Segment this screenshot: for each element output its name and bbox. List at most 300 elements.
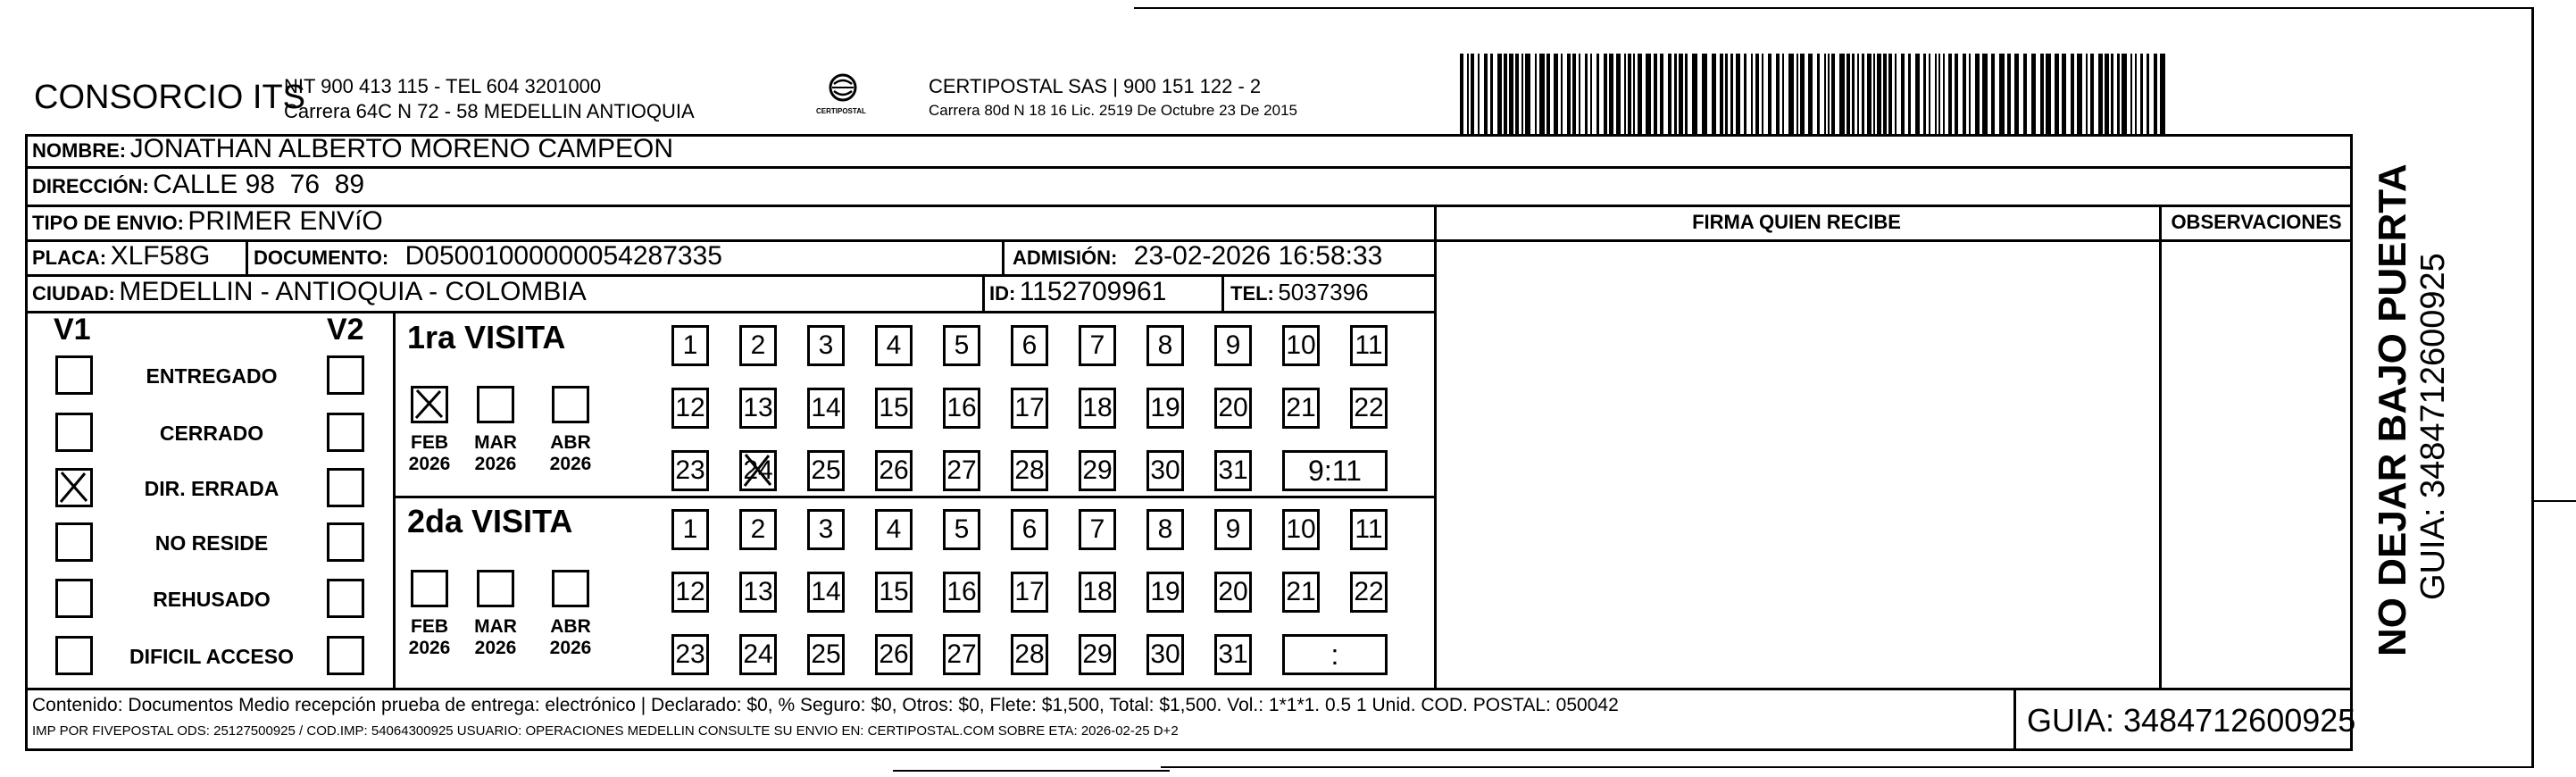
- barcode-bar: [2007, 54, 2011, 134]
- admision-label: ADMISIÓN:: [1013, 246, 1118, 269]
- visit-day-number: 21: [1286, 393, 1316, 422]
- visit-day-box[interactable]: [1282, 388, 1320, 429]
- divider-placa-doc: [246, 239, 248, 276]
- visit-day-box[interactable]: [943, 325, 980, 366]
- barcode-bar: [2055, 54, 2059, 134]
- barcode-bar: [2147, 54, 2149, 134]
- visit-day-number: 15: [879, 577, 909, 606]
- barcode-bar: [1628, 54, 1631, 134]
- barcode-bar: [1755, 54, 1759, 134]
- visit-day-number: 29: [1082, 455, 1113, 485]
- visit-day-box[interactable]: [739, 509, 777, 550]
- visit-day-box[interactable]: [739, 450, 777, 491]
- form-line-7: [25, 688, 2353, 690]
- status-v2-checkbox[interactable]: [327, 579, 364, 618]
- certipostal-line1: CERTIPOSTAL SAS | 900 151 122 - 2: [929, 75, 1262, 97]
- footer-guia: GUIA: 3484712600925: [2027, 702, 2356, 739]
- barcode-bar: [1883, 54, 1887, 134]
- visit-month-checkbox[interactable]: [411, 570, 448, 607]
- x-mark-icon: [742, 453, 774, 489]
- certipostal-line2: Carrera 80d N 18 16 Lic. 2519 De Octubre 23 De 2015: [929, 102, 1297, 119]
- divider-doc-adm: [1002, 239, 1005, 276]
- visit-day-box[interactable]: [875, 634, 913, 675]
- visit-day-number: 19: [1150, 393, 1180, 422]
- barcode-bar: [1963, 54, 1966, 134]
- visit-day-number: 25: [811, 455, 841, 485]
- visit-day-number: 23: [675, 455, 705, 485]
- visit-year-label: 2026: [549, 454, 592, 474]
- barcode-bar: [1873, 54, 1875, 134]
- ciudad-row: [32, 277, 587, 307]
- barcode-bar: [2098, 54, 2103, 134]
- visit-day-box[interactable]: [1079, 388, 1116, 429]
- visit-day-box[interactable]: [1011, 325, 1048, 366]
- barcode-bar: [1460, 54, 1463, 134]
- visit-month-checkbox[interactable]: [477, 570, 514, 607]
- form-line-5: [25, 311, 1436, 313]
- visit-day-number: 23: [675, 639, 705, 669]
- visit-day-box[interactable]: [671, 572, 709, 613]
- visit-day-number: 24: [743, 639, 773, 669]
- visit-day-number: 11: [1355, 514, 1383, 544]
- status-v1-checkbox[interactable]: [55, 579, 93, 618]
- tel-value: 5037396: [1278, 279, 1369, 305]
- divider-status-visits: [393, 311, 396, 689]
- visit-year-label: 2026: [474, 454, 517, 474]
- nombre-row: [32, 134, 673, 164]
- barcode-bar: [2135, 54, 2137, 134]
- divider-id-tel: [1221, 274, 1224, 311]
- visit-day-number: 7: [1089, 330, 1105, 360]
- barcode-bar: [1604, 54, 1607, 134]
- barcode-bar: [2154, 54, 2157, 134]
- visit-year-label: 2026: [408, 638, 451, 658]
- divider-footer-guia: [2013, 688, 2016, 750]
- barcode-bar: [1478, 54, 1480, 134]
- barcode-bar: [1654, 54, 1657, 134]
- visit-day-box[interactable]: [1214, 509, 1252, 550]
- visit-day-number: 21: [1286, 577, 1316, 606]
- barcode-bar: [1744, 54, 1747, 134]
- observaciones-header: OBSERVACIONES: [2171, 211, 2342, 233]
- ciudad-label: CIUDAD:: [32, 282, 115, 305]
- barcode-bar: [1471, 54, 1474, 134]
- tipo-row: [32, 206, 383, 237]
- status-v2-checkbox[interactable]: [327, 355, 364, 395]
- form-line-1: [25, 166, 2353, 169]
- visit-day-number: 17: [1014, 577, 1045, 606]
- barcode-bar: [2111, 54, 2113, 134]
- visit-day-number: 16: [946, 577, 977, 606]
- barcode-bar: [2130, 54, 2132, 134]
- visit-day-number: 31: [1218, 455, 1248, 485]
- visit-day-number: 14: [811, 393, 841, 422]
- visit-day-number: 26: [879, 455, 909, 485]
- visit-day-box[interactable]: [1350, 572, 1388, 613]
- visit-day-box[interactable]: [1079, 325, 1116, 366]
- barcode-bar: [1633, 54, 1635, 134]
- visit-day-box[interactable]: [1079, 572, 1116, 613]
- barcode-bar: [1535, 54, 1537, 134]
- visit-day-box[interactable]: [1011, 450, 1048, 491]
- tipo-value: PRIMER ENVíO: [188, 206, 383, 236]
- barcode-bar: [1609, 54, 1613, 134]
- status-v2-checkbox[interactable]: [327, 468, 364, 507]
- barcode-bar: [1646, 54, 1651, 134]
- documento-row: [254, 241, 722, 272]
- barcode-bar: [1797, 54, 1798, 134]
- visit-day-box[interactable]: [1146, 572, 1184, 613]
- barcode-bar: [1596, 54, 1599, 134]
- barcode-bar: [1572, 54, 1576, 134]
- visit-day-box[interactable]: [1011, 509, 1048, 550]
- visit-day-box[interactable]: [1214, 634, 1252, 675]
- visit-day-number: 22: [1354, 577, 1384, 606]
- barcode-bar: [1736, 54, 1740, 134]
- company-name: CONSORCIO ITS: [34, 79, 306, 116]
- visit-day-number: 10: [1286, 330, 1316, 360]
- status-label: CERRADO: [159, 422, 264, 445]
- status-v1-checkbox[interactable]: [55, 522, 93, 562]
- divider-firma-obs: [2159, 205, 2162, 689]
- tel-row: [1230, 279, 1369, 306]
- visit-day-box[interactable]: [807, 388, 845, 429]
- visit-day-box[interactable]: [943, 450, 980, 491]
- barcode-bar: [1624, 54, 1626, 134]
- outer-bottom-border: [1161, 766, 2534, 768]
- visit-day-box[interactable]: [1146, 450, 1184, 491]
- barcode-bar: [2062, 54, 2066, 134]
- barcode-bar: [1660, 54, 1663, 134]
- visit-day-number: 27: [946, 455, 977, 485]
- status-v1-checkbox[interactable]: [55, 355, 93, 395]
- visit-day-box[interactable]: [1011, 572, 1048, 613]
- visit-day-box[interactable]: [875, 450, 913, 491]
- barcode-bar: [1955, 54, 1958, 134]
- visit-day-number: 4: [886, 330, 902, 360]
- visit-day-box[interactable]: [1214, 572, 1252, 613]
- logo-caption: CERTIPOSTAL: [816, 107, 866, 115]
- barcode-bar: [1776, 54, 1780, 134]
- x-mark-icon: [58, 471, 90, 505]
- visit-day-box[interactable]: [943, 572, 980, 613]
- visit-day-box[interactable]: [1350, 388, 1388, 429]
- visit-day-number: 27: [946, 639, 977, 669]
- visit-month-checkbox[interactable]: [477, 386, 514, 423]
- form-line-6: [393, 496, 1436, 498]
- visit-day-box[interactable]: [807, 634, 845, 675]
- barcode-bar: [2046, 54, 2051, 134]
- visit-day-number: 6: [1021, 514, 1038, 544]
- barcode-bar: [2117, 54, 2120, 134]
- barcode-bar: [1685, 54, 1688, 134]
- barcode-bar: [2071, 54, 2074, 134]
- visit-day-box[interactable]: [875, 509, 913, 550]
- outer-right-border: [2531, 9, 2534, 768]
- visit-day-box[interactable]: [739, 325, 777, 366]
- visit-day-number: 2: [750, 330, 766, 360]
- visit-day-box[interactable]: [739, 388, 777, 429]
- barcode-bar: [1712, 54, 1716, 134]
- barcode-bar: [1969, 54, 1971, 134]
- visit-day-box[interactable]: [807, 509, 845, 550]
- visit-day-box[interactable]: [1079, 634, 1116, 675]
- visit-day-number: 15: [879, 393, 909, 422]
- visit-day-box[interactable]: [671, 509, 709, 550]
- visit-day-box[interactable]: [943, 509, 980, 550]
- v1-label: V1: [54, 313, 91, 347]
- barcode-bar: [1938, 54, 1940, 134]
- visit-day-number: 28: [1014, 639, 1045, 669]
- barcode-bar: [2105, 54, 2109, 134]
- barcode-bar: [1484, 54, 1488, 134]
- visit-day-number: 10: [1286, 514, 1316, 544]
- visit-day-number: 28: [1014, 455, 1045, 485]
- barcode-bar: [1521, 54, 1523, 134]
- barcode-bar: [1674, 54, 1677, 134]
- visit-day-box[interactable]: [1350, 509, 1388, 550]
- barcode-bar: [1800, 54, 1805, 134]
- visit-day-box[interactable]: [1146, 634, 1184, 675]
- nombre-label: NOMBRE:: [32, 139, 127, 162]
- visit-title: 1ra VISITA: [407, 319, 566, 355]
- status-v2-checkbox[interactable]: [327, 413, 364, 452]
- visit-month-checkbox[interactable]: [552, 570, 589, 607]
- visit-year-label: 2026: [474, 638, 517, 658]
- barcode-bar: [1999, 54, 2005, 134]
- status-label: ENTREGADO: [146, 364, 278, 388]
- visit-day-box[interactable]: [807, 572, 845, 613]
- visit-day-number: 12: [675, 577, 705, 606]
- barcode-bar: [1762, 54, 1763, 134]
- status-v1-checkbox[interactable]: [55, 468, 93, 507]
- admision-row: [1013, 241, 1382, 272]
- visit-day-box[interactable]: [875, 325, 913, 366]
- barcode-bar: [1929, 54, 1930, 134]
- visit-day-number: 5: [954, 514, 970, 544]
- visit-month-label: ABR: [550, 432, 591, 453]
- company-nit: NIT 900 413 115 - TEL 604 3201000: [284, 75, 602, 97]
- visit-day-box[interactable]: [1350, 325, 1388, 366]
- direccion-value: CALLE 98 76 89: [153, 170, 365, 199]
- visit-day-number: 7: [1089, 514, 1105, 544]
- admision-value: 23-02-2026 16:58:33: [1133, 241, 1383, 271]
- barcode-bar: [1668, 54, 1671, 134]
- barcode-bar: [1788, 54, 1794, 134]
- tel-label: TEL:: [1230, 282, 1274, 305]
- barcode-bar: [1839, 54, 1845, 134]
- visit-year-label: 2026: [549, 638, 592, 658]
- barcode-bar: [2077, 54, 2082, 134]
- barcode-bar: [1504, 54, 1507, 134]
- documento-label: DOCUMENTO:: [254, 246, 389, 269]
- side-tick-line: [2534, 500, 2576, 502]
- status-v2-checkbox[interactable]: [327, 522, 364, 562]
- visit-day-number: 30: [1150, 639, 1180, 669]
- barcode-bar: [1975, 54, 1980, 134]
- barcode-bar: [1585, 54, 1588, 134]
- visit-day-box[interactable]: [1214, 388, 1252, 429]
- visit-day-number: 31: [1218, 639, 1248, 669]
- visit-time-box[interactable]: 9:11: [1282, 450, 1388, 491]
- barcode-bar: [1782, 54, 1784, 134]
- visit-day-number: 14: [811, 577, 841, 606]
- barcode-bar: [1616, 54, 1621, 134]
- id-label: ID:: [989, 282, 1016, 305]
- visit-day-box[interactable]: [807, 325, 845, 366]
- barcode-bar: [2014, 54, 2019, 134]
- footer-line1: Contenido: Documentos Medio recepción prueba de entrega: electrónico | Declarado: $0, % Seguro: $0, Otros: $0, Flete: $1,500, Total: $1,500. Vol.: 1*1*1. 0.5 1 Unid. COD. POSTAL: 050042: [32, 695, 1619, 715]
- visit-day-box[interactable]: [739, 634, 777, 675]
- barcode-bar: [1567, 54, 1571, 134]
- barcode-bar: [1702, 54, 1707, 134]
- visit-day-number: 16: [946, 393, 977, 422]
- visit-day-box[interactable]: [1214, 450, 1252, 491]
- nombre-value: JONATHAN ALBERTO MORENO CAMPEON: [129, 134, 673, 163]
- barcode-bar: [1828, 54, 1830, 134]
- visit-day-number: 24: [743, 455, 773, 485]
- barcode-bar: [1935, 54, 1937, 134]
- visit-day-box[interactable]: [875, 572, 913, 613]
- form-right-border: [2350, 134, 2353, 750]
- form-left-border: [25, 134, 28, 750]
- visit-time-box[interactable]: :: [1282, 634, 1388, 675]
- visit-day-number: 20: [1218, 577, 1248, 606]
- barcode: [1460, 54, 2174, 134]
- footer-line2: IMP POR FIVEPOSTAL ODS: 25127500925 / COD.IMP: 54064300925 USUARIO: OPERACIONES MEDELLIN CONSULTE SU ENVIO EN: CERTIPOSTAL.COM SOBRE ETA: 2026-02-25 D+2: [32, 723, 1179, 739]
- visit-day-number: 30: [1150, 455, 1180, 485]
- visit-day-number: 8: [1157, 330, 1173, 360]
- barcode-bar: [1561, 54, 1563, 134]
- no-dejar-bajo-puerta: NO DEJAR BAJO PUERTA: [2371, 163, 2414, 656]
- visit-month-checkbox[interactable]: [552, 386, 589, 423]
- barcode-bar: [1720, 54, 1723, 134]
- visit-day-box[interactable]: [1079, 450, 1116, 491]
- visit-day-box[interactable]: [875, 388, 913, 429]
- barcode-bar: [1808, 54, 1813, 134]
- status-v2-checkbox[interactable]: [327, 636, 364, 675]
- visit-day-box[interactable]: [1146, 509, 1184, 550]
- barcode-bar: [1768, 54, 1772, 134]
- barcode-bar: [1490, 54, 1493, 134]
- visit-day-box[interactable]: [739, 572, 777, 613]
- x-mark-icon: [413, 388, 446, 421]
- barcode-bar: [1579, 54, 1580, 134]
- visit-day-number: 29: [1082, 639, 1113, 669]
- visit-day-number: 1: [682, 330, 698, 360]
- visit-day-box[interactable]: [1079, 509, 1116, 550]
- visit-year-label: 2026: [408, 454, 451, 474]
- status-label: REHUSADO: [153, 588, 271, 611]
- barcode-bar: [2086, 54, 2088, 134]
- ciudad-value: MEDELLIN - ANTIOQUIA - COLOMBIA: [119, 277, 587, 306]
- barcode-bar: [2140, 54, 2143, 134]
- visit-day-box[interactable]: [1282, 509, 1320, 550]
- barcode-bar: [1862, 54, 1864, 134]
- visit-day-number: 3: [818, 330, 834, 360]
- tipo-label: TIPO DE ENVIO:: [32, 212, 184, 234]
- visit-day-box[interactable]: [1146, 388, 1184, 429]
- visit-day-box[interactable]: [671, 325, 709, 366]
- barcode-bar: [2122, 54, 2127, 134]
- visit-day-box[interactable]: [943, 634, 980, 675]
- visit-day-number: 6: [1021, 330, 1038, 360]
- visit-day-number: 8: [1157, 514, 1173, 544]
- visit-day-number: 17: [1014, 393, 1045, 422]
- visit-day-number: 18: [1082, 577, 1113, 606]
- visit-month-checkbox[interactable]: [411, 386, 448, 423]
- visit-day-box[interactable]: [671, 634, 709, 675]
- visit-day-box[interactable]: [807, 450, 845, 491]
- visit-day-number: 5: [954, 330, 970, 360]
- visit-day-number: 4: [886, 514, 902, 544]
- v2-label: V2: [327, 313, 364, 347]
- barcode-bar: [1554, 54, 1558, 134]
- visit-day-number: 25: [811, 639, 841, 669]
- barcode-bar: [2090, 54, 2094, 134]
- visit-day-number: 20: [1218, 393, 1248, 422]
- barcode-bar: [1847, 54, 1850, 134]
- barcode-bar: [1831, 54, 1835, 134]
- visit-day-number: 3: [818, 514, 834, 544]
- barcode-bar: [1824, 54, 1826, 134]
- placa-row: [32, 241, 210, 272]
- barcode-bar: [1982, 54, 1988, 134]
- visit-day-box[interactable]: [1146, 325, 1184, 366]
- visit-day-box[interactable]: [1282, 325, 1320, 366]
- barcode-bar: [1867, 54, 1872, 134]
- barcode-bar: [1546, 54, 1550, 134]
- barcode-bar: [1991, 54, 1995, 134]
- status-v1-checkbox[interactable]: [55, 636, 93, 675]
- side-guia: GUIA: 3484712600925: [2414, 253, 2452, 600]
- barcode-bar: [1901, 54, 1905, 134]
- barcode-bar: [1908, 54, 1911, 134]
- status-label: NO RESIDE: [154, 531, 269, 555]
- visit-day-box[interactable]: [671, 388, 709, 429]
- visit-day-box[interactable]: [1011, 388, 1048, 429]
- barcode-bar: [2160, 54, 2165, 134]
- status-label: DIR. ERRADA: [144, 477, 279, 500]
- barcode-bar: [1497, 54, 1502, 134]
- visit-day-number: 26: [879, 639, 909, 669]
- placa-value: XLF58G: [110, 241, 211, 271]
- id-row: [989, 277, 1166, 307]
- visit-day-number: 2: [750, 514, 766, 544]
- status-v1-checkbox[interactable]: [55, 413, 93, 452]
- barcode-bar: [1915, 54, 1920, 134]
- visit-day-box[interactable]: [671, 450, 709, 491]
- barcode-bar: [1509, 54, 1513, 134]
- visit-day-box[interactable]: [1282, 572, 1320, 613]
- firma-header: FIRMA QUIEN RECIBE: [1692, 211, 1901, 233]
- barcode-bar: [1877, 54, 1881, 134]
- visit-month-label: ABR: [550, 616, 591, 637]
- visit-month-label: MAR: [474, 616, 517, 637]
- visit-day-box[interactable]: [1214, 325, 1252, 366]
- barcode-bar: [1751, 54, 1753, 134]
- barcode-bar: [1730, 54, 1733, 134]
- barcode-bar: [2040, 54, 2044, 134]
- barcode-bar: [1590, 54, 1592, 134]
- outer-top-border: [1134, 7, 2534, 9]
- barcode-bar: [1923, 54, 1926, 134]
- visit-day-box[interactable]: [1011, 634, 1048, 675]
- visit-day-box[interactable]: [943, 388, 980, 429]
- documento-value: D05001000000054287335: [404, 241, 722, 271]
- barcode-bar: [1857, 54, 1859, 134]
- visit-day-number: 13: [743, 393, 773, 422]
